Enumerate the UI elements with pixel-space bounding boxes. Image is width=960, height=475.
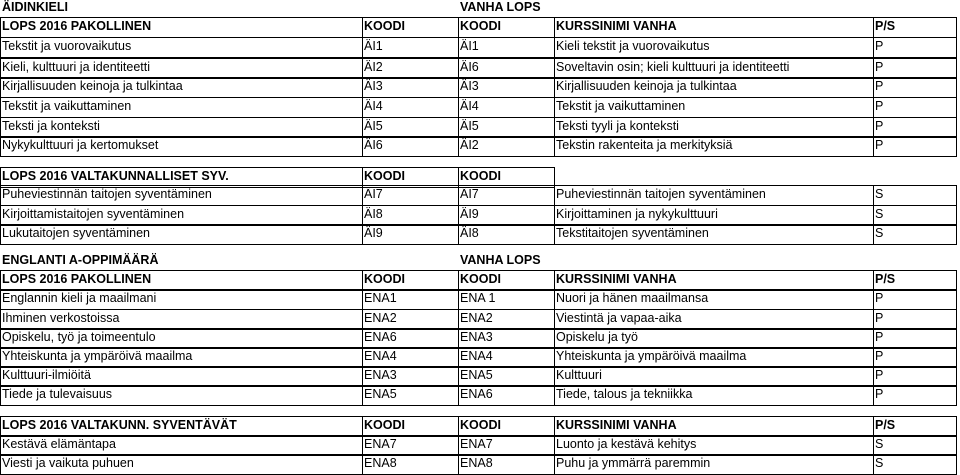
- header-cell: KURSSINIMI VANHA: [556, 19, 677, 33]
- table-row-cell: P: [875, 330, 884, 344]
- header-cell: KOODI: [364, 272, 405, 286]
- column-border: [956, 97, 957, 118]
- column-border: [956, 17, 957, 38]
- table-row-cell: ÄI5: [364, 119, 383, 133]
- table-row-cell: Kirjoittaminen ja nykykulttuuri: [556, 207, 718, 221]
- table-row-cell: P: [875, 368, 884, 382]
- section-title-right: VANHA LOPS: [460, 253, 541, 267]
- column-border: [956, 454, 957, 475]
- table-row-cell: ENA4: [364, 349, 397, 363]
- table-row-cell: P: [875, 349, 884, 363]
- table-row-cell: ÄI1: [364, 39, 383, 53]
- table-row-cell: ÄI2: [364, 60, 383, 74]
- column-border: [956, 136, 957, 157]
- table-row-cell: Kirjallisuuden keinoja ja tulkintaa: [556, 79, 737, 93]
- table-row-cell: Teksti ja konteksti: [2, 119, 100, 133]
- row-border: [0, 244, 956, 245]
- table-row-cell: Viestintä ja vapaa-aika: [556, 311, 682, 325]
- table-row-cell: Tiede ja tulevaisuus: [2, 387, 113, 401]
- header-cell: KURSSINIMI VANHA: [556, 272, 677, 286]
- table-row-cell: S: [875, 437, 884, 451]
- table-row-cell: P: [875, 387, 884, 401]
- section-title-right: VANHA LOPS: [460, 0, 541, 14]
- table-row-cell: P: [875, 60, 884, 74]
- column-border: [956, 58, 957, 79]
- table-row-cell: Kieli, kulttuuri ja identiteetti: [2, 60, 150, 74]
- table-row-cell: Ihminen verkostoissa: [2, 311, 120, 325]
- table-row-cell: ÄI4: [364, 99, 383, 113]
- column-border: [956, 328, 957, 349]
- table-row-cell: ENA1: [364, 291, 397, 305]
- table-row-cell: ÄI4: [460, 99, 479, 113]
- table-row-cell: Tiede, talous ja tekniikka: [556, 387, 693, 401]
- table-row-cell: P: [875, 79, 884, 93]
- table-row-cell: ÄI9: [364, 226, 383, 240]
- table-row-cell: P: [875, 311, 884, 325]
- table-row-cell: P: [875, 138, 884, 152]
- sub-header-cell: KOODI: [364, 169, 405, 183]
- table-row-cell: ÄI9: [460, 207, 479, 221]
- sub-header-cell: LOPS 2016 VALTAKUNN. SYVENTÄVÄT: [2, 418, 237, 432]
- table-row-cell: Tekstitaitojen syventäminen: [556, 226, 709, 240]
- table-row-cell: Kulttuuri: [556, 368, 602, 382]
- table-row-cell: ENA8: [364, 456, 397, 470]
- header-cell: LOPS 2016 PAKOLLINEN: [2, 272, 152, 286]
- table-row-cell: Soveltavin osin; kieli kulttuuri ja identiteetti: [556, 60, 790, 74]
- table-row-cell: Yhteiskunta ja ympäröivä maailma: [556, 349, 747, 363]
- column-border: [956, 117, 957, 138]
- table-row-cell: P: [875, 39, 884, 53]
- table-row-cell: ÄI2: [460, 138, 479, 152]
- table-row-cell: ENA4: [460, 349, 493, 363]
- table-row-cell: Viesti ja vaikuta puhuen: [2, 456, 134, 470]
- header-cell: KOODI: [460, 272, 501, 286]
- table-row-cell: Kirjallisuuden keinoja ja tulkintaa: [2, 79, 183, 93]
- table-row-cell: ÄI8: [364, 207, 383, 221]
- sub-header-cell: KOODI: [460, 418, 501, 432]
- table-row-cell: Kestävä elämäntapa: [2, 437, 116, 451]
- table-row-cell: Yhteiskunta ja ympäröivä maailma: [2, 349, 193, 363]
- column-border: [956, 270, 957, 291]
- column-border: [956, 37, 957, 58]
- sub-header-cell: KOODI: [364, 418, 405, 432]
- sub-header-cell: KOODI: [460, 169, 501, 183]
- table-row-cell: Tekstit ja vaikuttaminen: [556, 99, 686, 113]
- table-row-cell: Luonto ja kestävä kehitys: [556, 437, 697, 451]
- table-row-cell: ENA2: [364, 311, 397, 325]
- table-row-cell: ENA5: [364, 387, 397, 401]
- table-row-cell: Tekstit ja vuorovaikutus: [2, 39, 132, 53]
- column-border: [956, 309, 957, 330]
- table-row-cell: ENA7: [364, 437, 397, 451]
- table-row-cell: Tekstit ja vaikuttaminen: [2, 99, 132, 113]
- column-border: [956, 185, 957, 206]
- header-cell: P/S: [875, 272, 896, 286]
- table-row-cell: Kirjoittamistaitojen syventäminen: [2, 207, 185, 221]
- table-row-cell: Nykykulttuuri ja kertomukset: [2, 138, 159, 152]
- table-row-cell: Kieli tekstit ja vuorovaikutus: [556, 39, 710, 53]
- table-row-cell: Tekstin rakenteita ja merkityksiä: [556, 138, 733, 152]
- table-row-cell: ÄI5: [460, 119, 479, 133]
- header-cell: KOODI: [460, 19, 501, 33]
- table-row-cell: P: [875, 99, 884, 113]
- header-cell: LOPS 2016 PAKOLLINEN: [2, 19, 152, 33]
- table-row-cell: Puheviestinnän taitojen syventäminen: [556, 187, 766, 201]
- column-border: [956, 224, 957, 245]
- table-row-cell: ÄI6: [460, 60, 479, 74]
- column-border: [956, 435, 957, 456]
- column-border: [956, 385, 957, 406]
- table-row-cell: ENA8: [460, 456, 493, 470]
- table-row-cell: Teksti tyyli ja konteksti: [556, 119, 679, 133]
- table-row-cell: ÄI8: [460, 226, 479, 240]
- table-row-cell: Puheviestinnän taitojen syventäminen: [2, 187, 212, 201]
- header-cell: P/S: [875, 19, 896, 33]
- table-row-cell: S: [875, 187, 884, 201]
- table-row-cell: Nuori ja hänen maailmansa: [556, 291, 709, 305]
- table-row-cell: ENA5: [460, 368, 493, 382]
- column-border: [956, 347, 957, 368]
- table-row-cell: ENA3: [364, 368, 397, 382]
- table-row-cell: ÄI7: [460, 187, 479, 201]
- table-row-cell: ENA 1: [460, 291, 496, 305]
- table-row-cell: P: [875, 119, 884, 133]
- table-row-cell: ENA7: [460, 437, 493, 451]
- table-row-cell: Puhu ja ymmärrä paremmin: [556, 456, 711, 470]
- table-row-cell: ÄI6: [364, 138, 383, 152]
- section-title: ENGLANTI A-OPPIMÄÄRÄ: [2, 253, 159, 267]
- table-row-cell: ENA6: [364, 330, 397, 344]
- column-border: [956, 77, 957, 98]
- row-border: [0, 474, 956, 475]
- table-row-cell: ENA3: [460, 330, 493, 344]
- table-row-cell: Lukutaitojen syventäminen: [2, 226, 151, 240]
- table-row-cell: Opiskelu ja työ: [556, 330, 638, 344]
- table-row-cell: ÄI7: [364, 187, 383, 201]
- table-row-cell: ENA2: [460, 311, 493, 325]
- table-row-cell: ÄI3: [364, 79, 383, 93]
- sub-header-cell: LOPS 2016 VALTAKUNNALLISET SYV.: [2, 169, 229, 183]
- section-title: ÄIDINKIELI: [2, 0, 68, 14]
- row-border: [0, 156, 956, 157]
- sub-header-cell: P/S: [875, 418, 896, 432]
- column-border: [956, 205, 957, 226]
- column-border: [956, 366, 957, 387]
- row-border: [0, 405, 956, 406]
- table-row-cell: Kulttuuri-ilmiöitä: [2, 368, 91, 382]
- table-row-cell: S: [875, 226, 884, 240]
- table-row-cell: S: [875, 456, 884, 470]
- header-cell: KOODI: [364, 19, 405, 33]
- table-row-cell: P: [875, 291, 884, 305]
- table-row-cell: ÄI3: [460, 79, 479, 93]
- table-row-cell: S: [875, 207, 884, 221]
- table-row-cell: Englannin kieli ja maailmani: [2, 291, 157, 305]
- table-row-cell: ENA6: [460, 387, 493, 401]
- table-row-cell: ÄI1: [460, 39, 479, 53]
- column-border: [956, 289, 957, 310]
- column-border: [956, 416, 957, 437]
- table-row-cell: Opiskelu, työ ja toimeentulo: [2, 330, 156, 344]
- sub-header-cell: KURSSINIMI VANHA: [556, 418, 677, 432]
